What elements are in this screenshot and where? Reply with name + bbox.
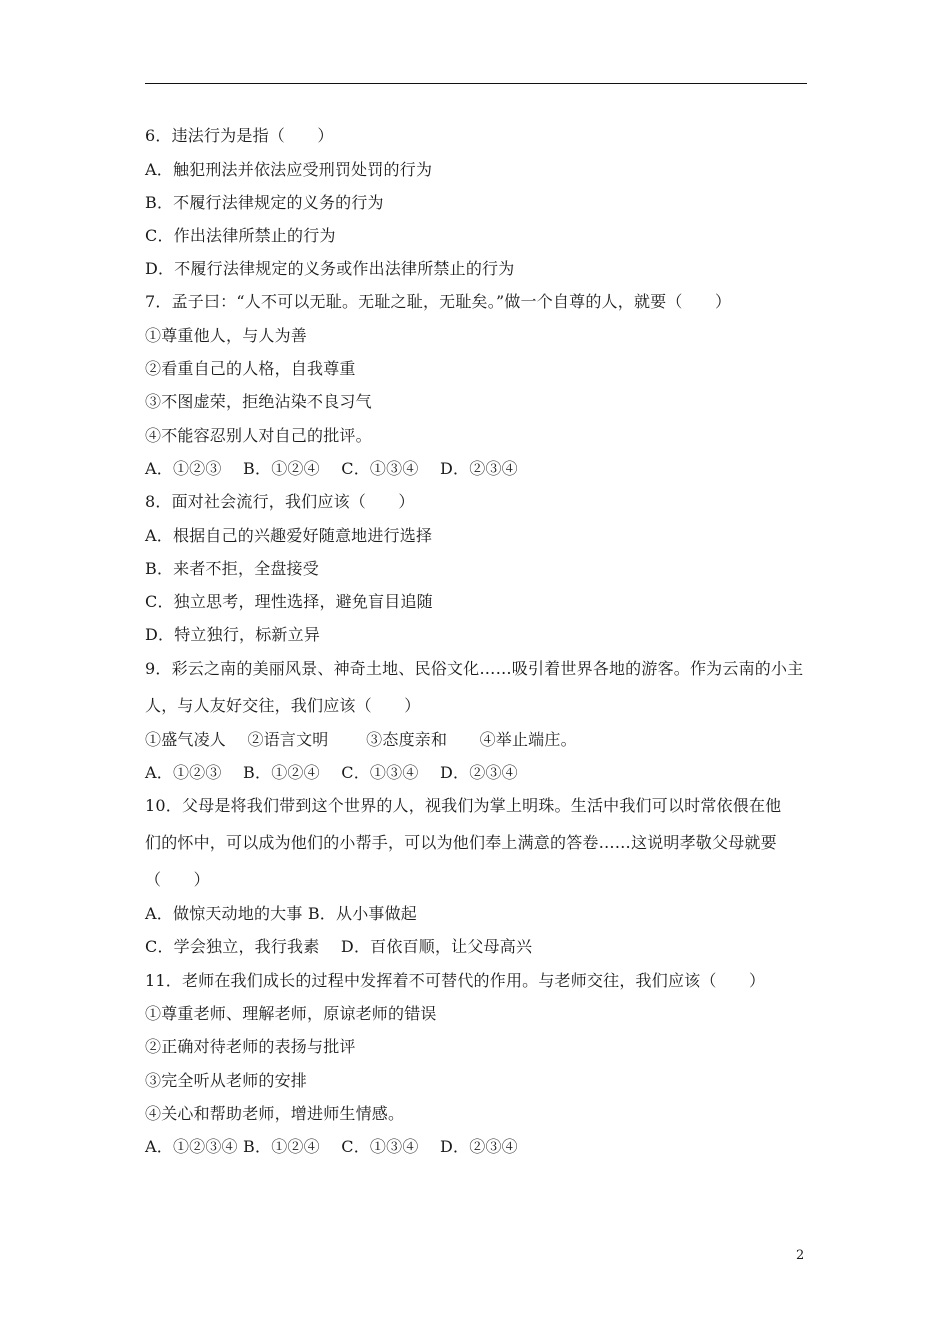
question-8-option-a: A．根据自己的兴趣爱好随意地进行选择 [145, 526, 433, 545]
question-11-statement-4: ④关心和帮助老师，增进师生情感。 [145, 1104, 405, 1123]
question-11-statement-1: ①尊重老师、理解老师，原谅老师的错误 [145, 1004, 437, 1023]
question-7-statement-1: ①尊重他人，与人为善 [145, 326, 308, 345]
question-10-stem-line-1: 10．父母是将我们带到这个世界的人，视我们为掌上明珠。生活中我们可以时常依偎在他 [145, 796, 782, 815]
question-11-answers: A．①②③④ B．①②④ C．①③④ D．②③④ [145, 1137, 518, 1156]
question-8-option-d: D．特立独行，标新立异 [145, 625, 321, 644]
question-11-stem: 11．老师在我们成长的过程中发挥着不可替代的作用。与老师交往，我们应该（ ） [145, 971, 766, 990]
question-6-option-a: A．触犯刑法并依法应受刑罚处罚的行为 [145, 160, 433, 179]
question-7-statement-3: ③不图虚荣，拒绝沾染不良习气 [145, 392, 372, 411]
question-8-option-b: B．来者不拒，全盘接受 [145, 559, 319, 578]
question-7-stem: 7．孟子曰：“人不可以无耻。无耻之耻，无耻矣。”做一个自尊的人，就要（ ） [145, 292, 732, 311]
question-10-stem-line-2: 们的怀中，可以成为他们的小帮手，可以为他们奉上满意的答卷……这说明孝敬父母就要 [145, 833, 777, 852]
question-10-options-ab: A．做惊天动地的大事 B．从小事做起 [145, 904, 417, 923]
question-6-option-d: D．不履行法律规定的义务或作出法律所禁止的行为 [145, 259, 515, 278]
question-10-stem-line-3: （ ） [145, 870, 210, 889]
question-6-option-b: B．不履行法律规定的义务的行为 [145, 193, 384, 212]
question-7-statement-2: ②看重自己的人格，自我尊重 [145, 359, 356, 378]
question-9-answers: A．①②③ B．①②④ C．①③④ D．②③④ [145, 763, 518, 782]
question-7-statement-4: ④不能容忍别人对自己的批评。 [145, 426, 372, 445]
question-6-option-c: C．作出法律所禁止的行为 [145, 226, 336, 245]
page-number: 2 [796, 1248, 805, 1263]
question-7-answers: A．①②③ B．①②④ C．①③④ D．②③④ [145, 459, 518, 478]
question-10-options-cd: C．学会独立，我行我素 D．百依百顺，让父母高兴 [145, 937, 533, 956]
header-rule [145, 83, 807, 84]
question-8-option-c: C．独立思考，理性选择，避免盲目追随 [145, 592, 433, 611]
question-11-statement-3: ③完全听从老师的安排 [145, 1071, 308, 1090]
question-9-stem-line-2: 人，与人友好交往，我们应该（ ） [145, 696, 421, 715]
question-9-statements: ①盛气凌人 ②语言文明 ③态度亲和 ④举止端庄。 [145, 730, 577, 749]
question-6-stem: 6．违法行为是指（ ） [145, 126, 334, 145]
question-9-stem-line-1: 9．彩云之南的美丽风景、神奇土地、民俗文化……吸引着世界各地的游客。作为云南的小主 [145, 659, 804, 678]
question-8-stem: 8．面对社会流行，我们应该（ ） [145, 492, 415, 511]
question-11-statement-2: ②正确对待老师的表扬与批评 [145, 1037, 356, 1056]
